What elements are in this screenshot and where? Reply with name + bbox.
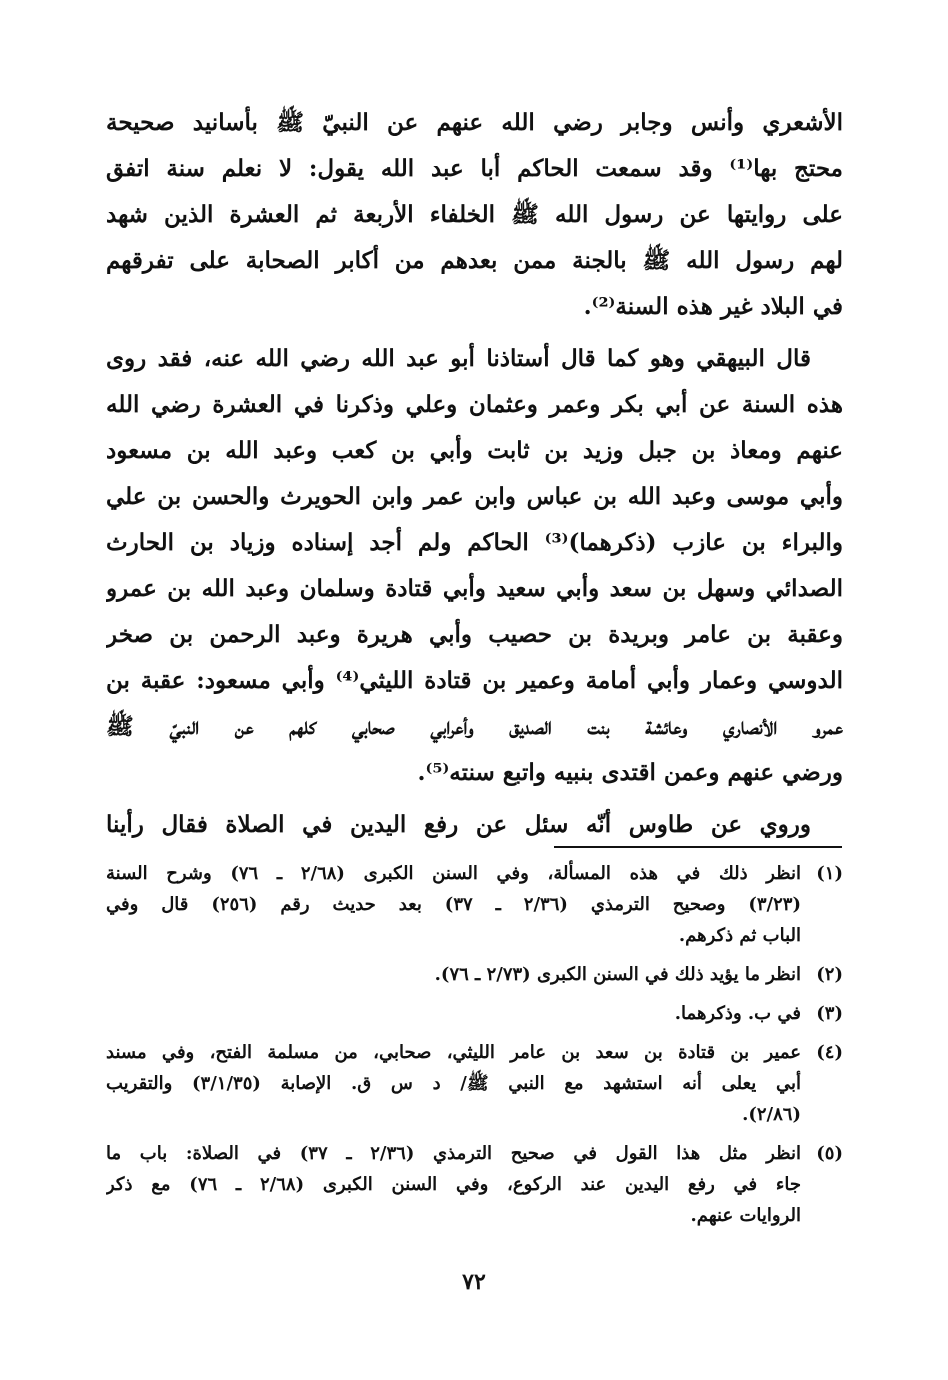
footnote-line: الباب ثم ذكرهم. bbox=[678, 925, 801, 946]
footnote-2 bbox=[106, 959, 843, 990]
footnote-line: (٣/٢٣) وصحيح الترمذي (٢/٣٦ ـ ٣٧) بعد حديث رقم (٢٥٦) قال وفي bbox=[106, 894, 801, 915]
footnote-line: انظر ذلك في هذه المسألة، وفي السنن الكبرى (٢/٦٨ ـ ٧٦) وشرح السنة bbox=[106, 863, 801, 884]
footnote-number: (٣) bbox=[816, 1003, 843, 1024]
footnote-line: (٢/٨٦). bbox=[742, 1104, 801, 1125]
footnote-line: عمير بن قتادة بن سعد بن عامر الليثي، صحابي، من مسلمة الفتح، وفي مسند bbox=[106, 1042, 801, 1063]
text-line: على روايتها عن رسول الله ﷺ الخلفاء الأربعة ثم العشرة الذين شهد bbox=[106, 201, 843, 228]
text-line: وأبي موسى وعبد الله بن عباس وابن عمر وابن الحويرث والحسن بن علي bbox=[106, 483, 843, 510]
footnote-number: (١) bbox=[816, 863, 843, 884]
text-line: عمرو الأنصاري وعائشة بنت الصديق وأعرابي صحابي كلهم عن النبيّ ﷺ bbox=[106, 713, 843, 740]
footnote-3 bbox=[106, 998, 843, 1029]
footnote-number: (٢) bbox=[816, 964, 843, 985]
footnotes bbox=[106, 858, 843, 1239]
main-text bbox=[106, 100, 843, 848]
footnote-line: جاء في رفع اليدين عند الركوع، وفي السنن الكبرى (٢/٦٨ ـ ٧٦) مع ذكر bbox=[106, 1174, 801, 1195]
text-line: الأشعري وأنس وجابر رضي الله عنهم عن النبيّ ﷺ بأسانيد صحيحة bbox=[106, 109, 843, 136]
footnote-line: أبي يعلى أنه استشهد مع النبي ﷺ/ د س ق. الإصابة (٣/١/٣٥) والتقريب bbox=[106, 1073, 801, 1094]
text-line: لهم رسول الله ﷺ بالجنة ممن بعدهم من أكابر الصحابة على تفرقهم bbox=[106, 247, 843, 274]
paragraph-2 bbox=[106, 336, 843, 796]
footnote-line: انظر ما يؤيد ذلك في السنن الكبرى (٢/٧٣ ـ ٧٦). bbox=[434, 964, 801, 985]
text-line: هذه السنة عن أبي بكر وعمر وعثمان وعلي وذكرنا في العشرة رضي الله bbox=[106, 391, 843, 418]
text-line: في البلاد غير هذه السنة⁽²⁾. bbox=[583, 293, 843, 320]
paragraph-1 bbox=[106, 100, 843, 330]
text-line: الصدائي وسهل بن سعد وأبي سعيد وأبي قتادة وسلمان وعبد الله بن عمرو bbox=[106, 575, 843, 602]
footnote-1 bbox=[106, 858, 843, 951]
paragraph-3 bbox=[106, 802, 843, 848]
footnote-number: (٤) bbox=[816, 1042, 843, 1063]
footnote-5 bbox=[106, 1138, 843, 1231]
text-line: محتج بها⁽¹⁾ وقد سمعت الحاكم أبا عبد الله يقول: لا نعلم سنة اتفق bbox=[106, 155, 843, 182]
text-line: قال البيهقي وهو كما قال أستاذنا أبو عبد الله رضي الله عنه، فقد روى bbox=[106, 345, 811, 372]
footnote-line: في ب. وذكرهما. bbox=[674, 1003, 801, 1024]
footnote-number: (٥) bbox=[816, 1143, 843, 1164]
page-number: ٧٢ bbox=[462, 1269, 486, 1295]
footnote-4 bbox=[106, 1037, 843, 1130]
text-line: عنهم ومعاذ بن جبل وزيد بن ثابت وأبي بن كعب وعبد الله بن مسعود bbox=[106, 437, 843, 464]
text-line: ورضي عنهم وعمن اقتدى بنبيه واتبع سنته⁽⁵⁾. bbox=[417, 759, 843, 786]
text-line: والبراء بن عازب (ذكرهما)⁽³⁾ الحاكم ولم أجد إسناده وزياد بن الحارث bbox=[106, 529, 843, 556]
text-line: وروي عن طاوس أنّه سئل عن رفع اليدين في الصلاة فقال رأينا bbox=[106, 811, 811, 838]
footnote-divider bbox=[554, 846, 842, 848]
text-line: وعقبة بن عامر وبريدة بن حصيب وأبي هريرة وعبد الرحمن بن صخر bbox=[106, 621, 843, 648]
text-line: الدوسي وعمار وأبي أمامة وعمير بن قتادة الليثي⁽⁴⁾ وأبي مسعود: عقبة بن bbox=[106, 667, 843, 694]
footnote-line: انظر مثل هذا القول في صحيح الترمذي (٢/٣٦ ـ ٣٧) في الصلاة: باب ما bbox=[106, 1143, 801, 1164]
footnote-line: الروايات عنهم. bbox=[690, 1205, 801, 1226]
